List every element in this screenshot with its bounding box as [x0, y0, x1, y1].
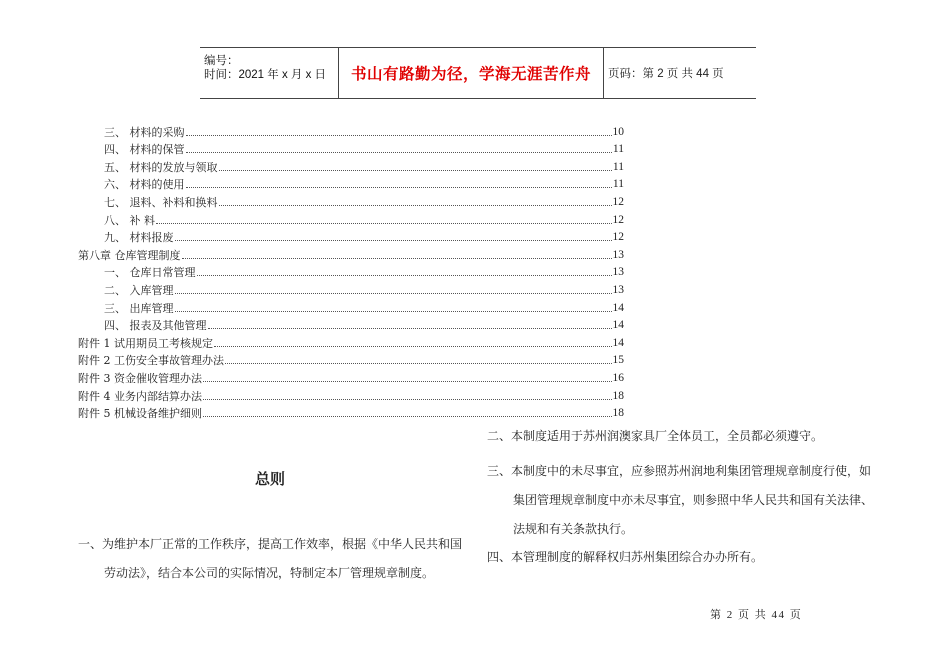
- toc-entry-title: 附件 3 资金催收管理办法: [78, 371, 202, 385]
- toc-entry-title: 八、 补 料: [104, 213, 155, 227]
- toc-dot-leader: [219, 204, 612, 206]
- toc-dot-leader: [214, 345, 612, 347]
- toc-entry-title: 附件 1 试用期员工考核规定: [78, 336, 213, 350]
- toc-entry-page: 18: [612, 407, 624, 420]
- toc-entry-title: 四、 材料的保管: [104, 143, 185, 157]
- toc-entry[interactable]: [78, 156, 624, 174]
- page-footer: 第 2 页 共 44 页: [710, 609, 803, 621]
- toc-dot-leader: [186, 134, 612, 136]
- toc-dot-leader: [175, 310, 612, 312]
- toc-dot-leader: [208, 327, 612, 329]
- toc-entry-page: 11: [612, 143, 624, 156]
- toc-entry-title: 附件 4 业务内部结算办法: [78, 389, 202, 403]
- toc-entry[interactable]: [78, 209, 624, 227]
- toc-entry-page: 13: [612, 283, 624, 296]
- toc-dot-leader: [225, 362, 612, 364]
- general-provision-2: [487, 422, 823, 451]
- toc-entry-title: 七、 退料、补料和换料: [104, 195, 218, 209]
- table-of-contents: [78, 121, 624, 420]
- section-heading: 总则: [254, 470, 285, 488]
- toc-entry-title: 三、 出库管理: [104, 301, 174, 315]
- toc-entry[interactable]: [78, 385, 624, 403]
- toc-entry-page: 14: [612, 319, 624, 332]
- toc-entry-title: 附件 5 机械设备维护细则: [78, 407, 202, 421]
- paragraph-line: 四、本管理制度的解释权归苏州集团综合办办所有。: [487, 550, 764, 564]
- toc-entry-title: 三、 材料的采购: [104, 125, 185, 139]
- toc-entry-page: 14: [612, 301, 624, 314]
- toc-entry[interactable]: [78, 315, 624, 333]
- toc-entry-title: 一、 仓库日常管理: [104, 266, 196, 280]
- toc-entry-page: 12: [612, 213, 624, 226]
- toc-entry[interactable]: [78, 244, 624, 262]
- toc-entry-page: 13: [612, 248, 624, 261]
- paragraph-line: 法规和有关条款执行。: [513, 522, 634, 536]
- toc-dot-leader: [175, 239, 612, 241]
- toc-entry[interactable]: [78, 367, 624, 385]
- general-provision-4: [487, 543, 763, 572]
- general-provision-1: [78, 530, 462, 588]
- toc-entry[interactable]: [78, 279, 624, 297]
- toc-entry[interactable]: [78, 297, 624, 315]
- toc-entry[interactable]: [78, 139, 624, 157]
- toc-entry-page: 18: [612, 389, 624, 402]
- toc-entry-title: 五、 材料的发放与领取: [104, 160, 218, 174]
- toc-entry-title: 四、 报表及其他管理: [104, 319, 207, 333]
- toc-entry-page: 11: [612, 160, 624, 173]
- toc-entry-title: 第八章 仓库管理制度: [78, 248, 181, 262]
- toc-dot-leader: [203, 380, 612, 382]
- toc-entry-page: 12: [612, 195, 624, 208]
- toc-dot-leader: [219, 169, 612, 171]
- toc-entry-page: 14: [612, 336, 624, 349]
- toc-entry-page: 10: [612, 125, 624, 138]
- page-header: [200, 47, 756, 99]
- toc-dot-leader: [182, 257, 612, 259]
- toc-dot-leader: [186, 151, 612, 153]
- general-provision-3: [487, 457, 873, 544]
- paragraph-line: 三、本制度中的未尽事宜，应参照苏州润地利集团管理规章制度行使，如: [487, 464, 872, 478]
- toc-entry[interactable]: [78, 332, 624, 350]
- toc-dot-leader: [203, 398, 612, 400]
- toc-entry[interactable]: [78, 262, 624, 280]
- toc-entry-title: 附件 2 工伤安全事故管理办法: [78, 354, 224, 368]
- toc-entry[interactable]: [78, 174, 624, 192]
- time-label: 时间：2021 年 x 月 x 日: [204, 69, 327, 81]
- toc-entry-page: 16: [612, 371, 624, 384]
- toc-entry-page: 12: [612, 231, 624, 244]
- toc-dot-leader: [197, 274, 612, 276]
- header-meta-cell: [200, 48, 339, 98]
- toc-entry[interactable]: [78, 350, 624, 368]
- toc-dot-leader: [175, 292, 612, 294]
- header-page-label: 页码：第 2 页 共 44 页: [608, 68, 724, 80]
- toc-dot-leader: [203, 415, 612, 417]
- toc-entry[interactable]: [78, 227, 624, 245]
- toc-entry[interactable]: [78, 403, 624, 421]
- toc-dot-leader: [156, 222, 612, 224]
- toc-entry-title: 六、 材料的使用: [104, 178, 185, 192]
- paragraph-line: 一、为维护本厂正常的工作秩序，提高工作效率，根据《中华人民共和国: [78, 537, 463, 551]
- toc-entry-page: 11: [612, 178, 624, 191]
- toc-dot-leader: [186, 186, 612, 188]
- toc-entry[interactable]: [78, 121, 624, 139]
- toc-entry-page: 13: [612, 266, 624, 279]
- paragraph-line: 劳动法》，结合本公司的实际情况，特制定本厂管理规章制度。: [104, 566, 435, 580]
- header-motto: 书山有路勤为径，学海无涯苦作舟: [339, 48, 604, 98]
- toc-entry-page: 15: [612, 354, 624, 367]
- number-label: 编号：: [204, 55, 239, 67]
- toc-entry[interactable]: [78, 191, 624, 209]
- paragraph-line: 集团管理规章制度中亦未尽事宜，则参照中华人民共和国有关法律、: [513, 493, 874, 507]
- toc-entry-title: 九、 材料报废: [104, 231, 174, 245]
- toc-entry-title: 二、 入库管理: [104, 283, 174, 297]
- paragraph-line: 二、本制度适用于苏州润澳家具厂全体员工，全员都必须遵守。: [487, 429, 824, 443]
